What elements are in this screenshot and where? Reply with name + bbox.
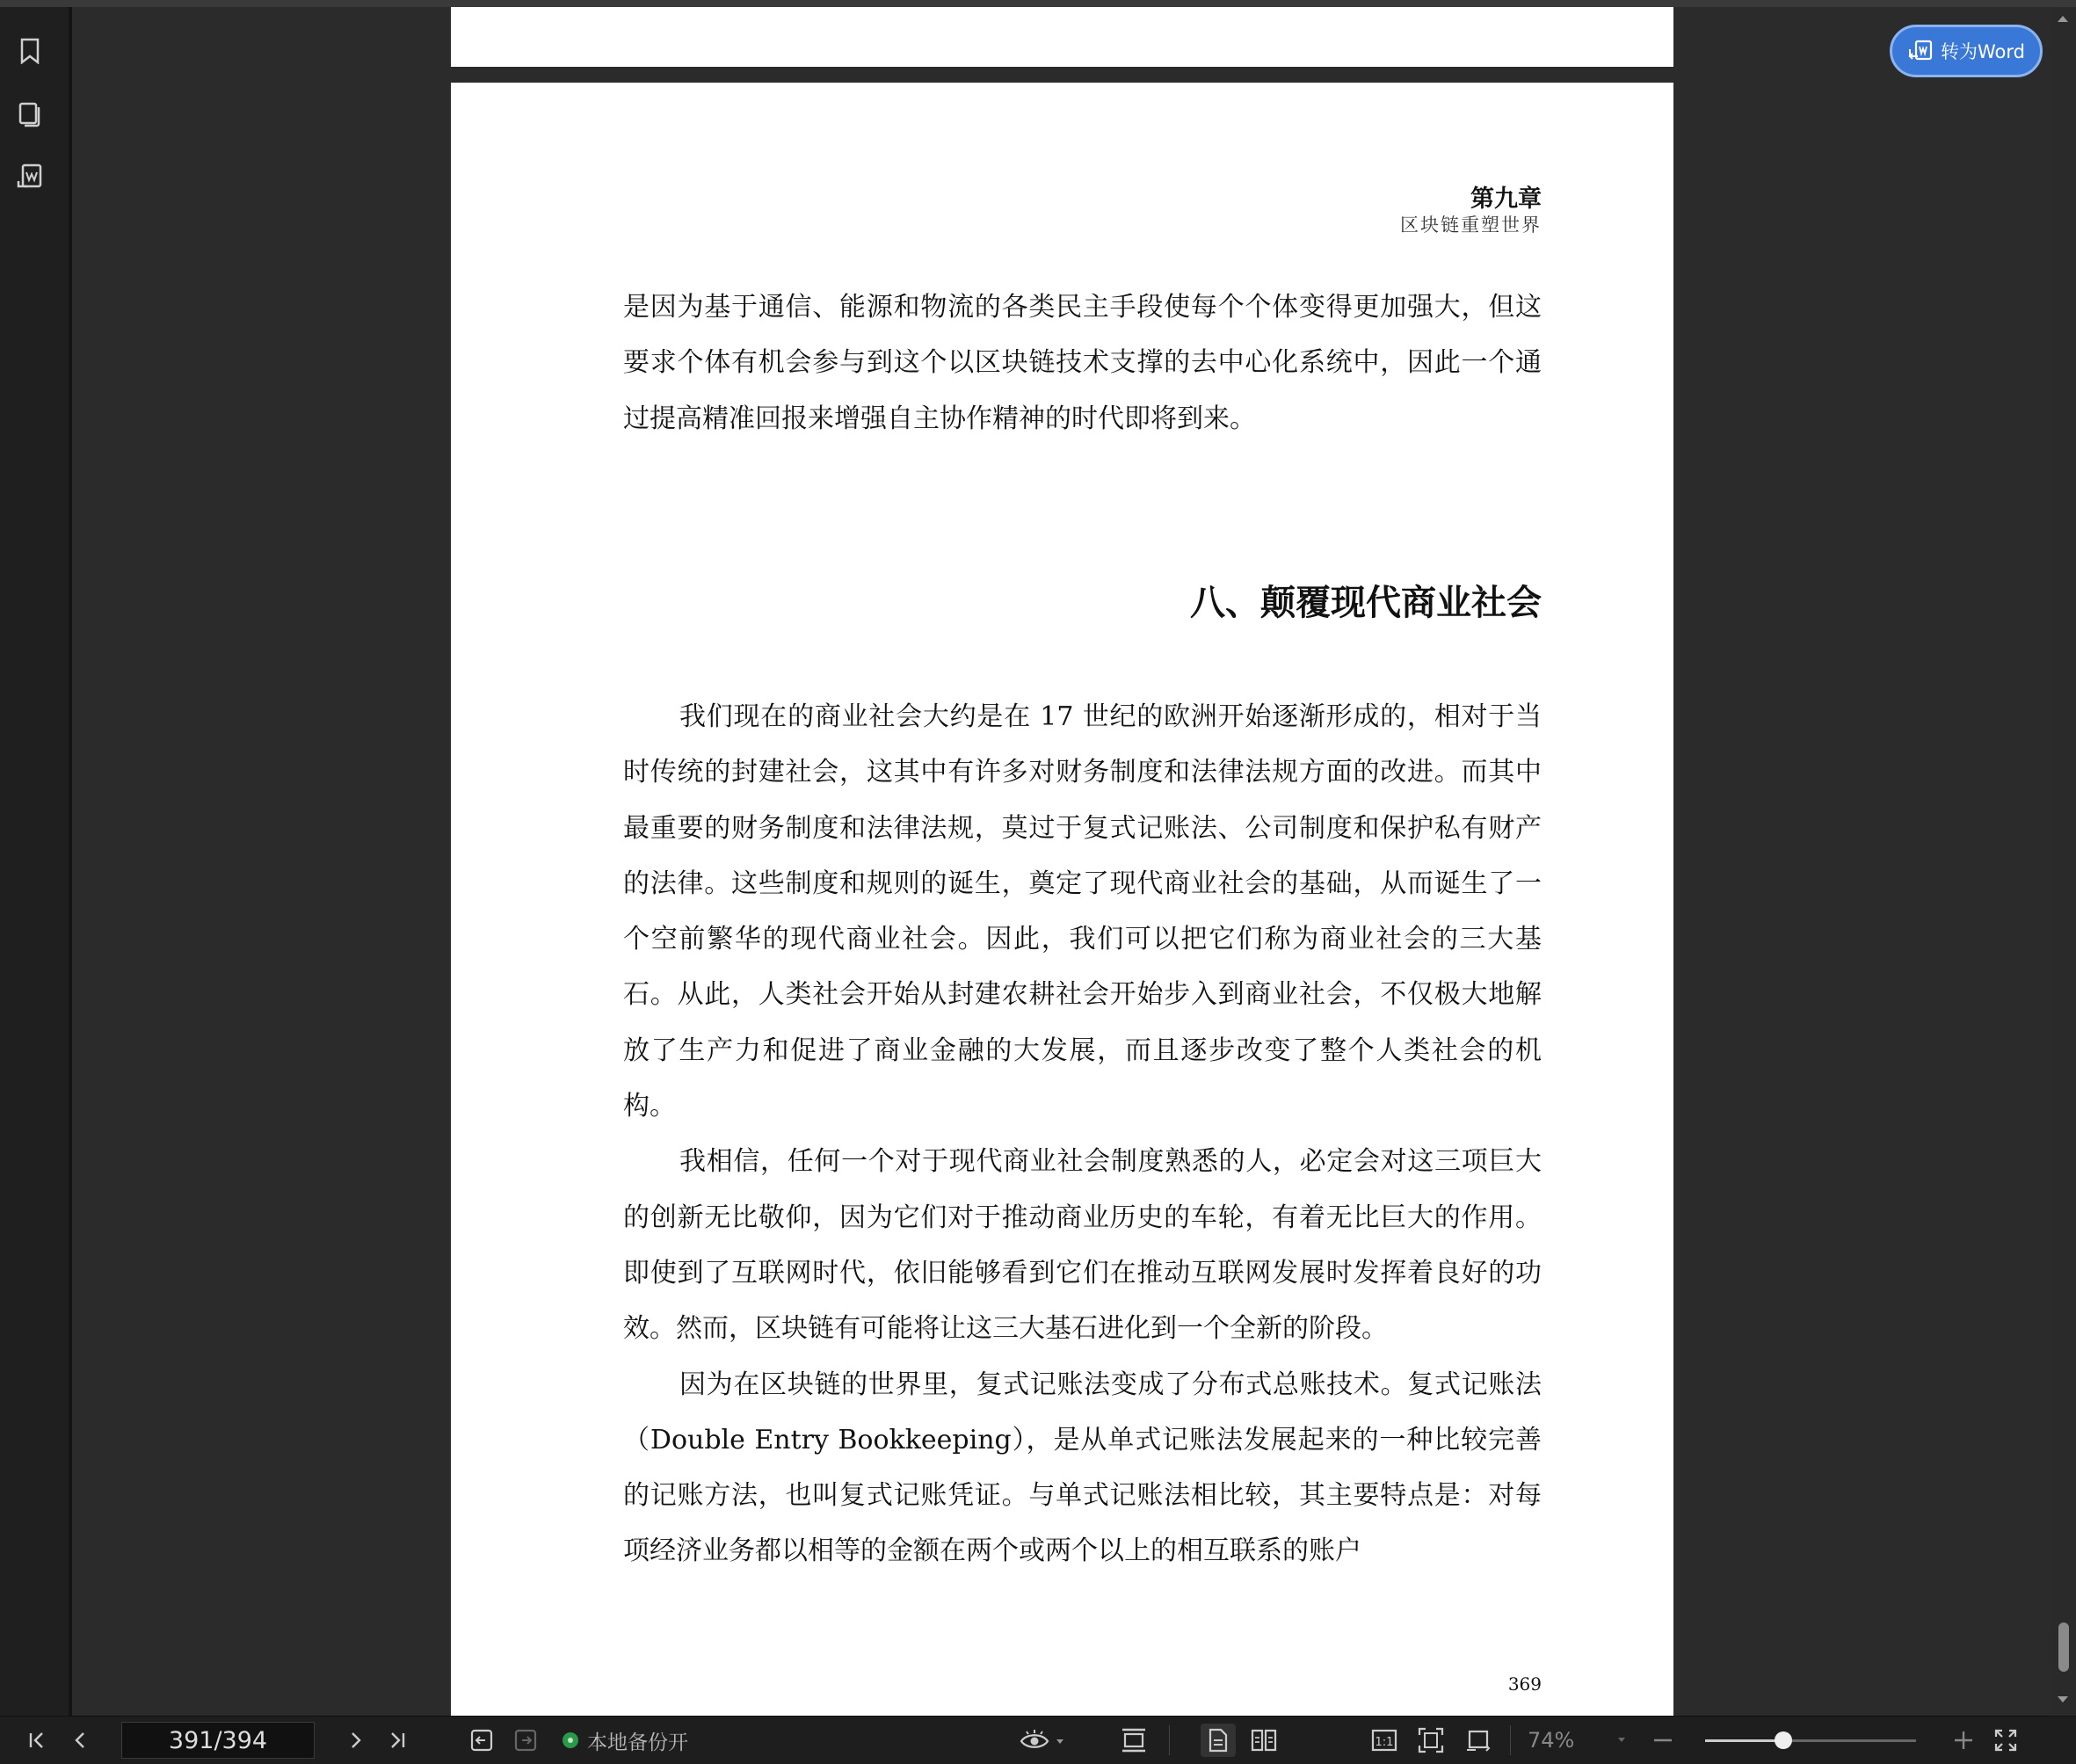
next-page-button[interactable] bbox=[338, 1724, 373, 1757]
toolbar-separator bbox=[1169, 1725, 1170, 1755]
fit-page-button[interactable] bbox=[1413, 1724, 1448, 1757]
page-number-input[interactable]: 391/394 bbox=[121, 1722, 315, 1759]
fit-page-icon bbox=[1418, 1727, 1444, 1753]
next-page-icon bbox=[345, 1730, 366, 1751]
previous-page-tail bbox=[451, 7, 1673, 67]
scrollbar-thumb[interactable] bbox=[2058, 1622, 2069, 1672]
last-page-button[interactable] bbox=[380, 1724, 415, 1757]
zoom-out-button[interactable] bbox=[1645, 1724, 1680, 1757]
scroll-up-arrow-icon[interactable] bbox=[2058, 16, 2068, 22]
zoom-slider[interactable] bbox=[1705, 1739, 1916, 1742]
forward-icon bbox=[513, 1728, 538, 1753]
double-page-icon bbox=[1250, 1727, 1278, 1753]
forward-button[interactable] bbox=[510, 1724, 541, 1757]
zoom-slider-fill bbox=[1705, 1739, 1783, 1742]
eye-protection-button[interactable] bbox=[1016, 1724, 1069, 1757]
paragraph-intro: 是因为基于通信、能源和物流的各类民主手段使每个个体变得更加强大，但这要求个体有机会参与到这个以区块链技术支撑的去中心化系统中，因此一个通过提高精准回报来增强自主协作精神的时代即将到来。 bbox=[623, 292, 1542, 434]
rotate-icon bbox=[1465, 1727, 1492, 1753]
document-page bbox=[451, 83, 1673, 1716]
backup-status-dot-icon bbox=[563, 1732, 578, 1748]
thumbnail-button[interactable] bbox=[12, 97, 47, 132]
fit-width-icon bbox=[1120, 1727, 1148, 1753]
intro-paragraph-block bbox=[623, 279, 1542, 446]
zoom-in-button[interactable] bbox=[1946, 1724, 1981, 1757]
convert-to-word-button[interactable] bbox=[1890, 25, 2043, 77]
single-page-icon bbox=[1207, 1727, 1230, 1753]
chevron-down-icon bbox=[1581, 1731, 1634, 1749]
thumbnail-icon bbox=[18, 101, 42, 127]
bookmark-icon bbox=[18, 38, 41, 64]
fit-width-button[interactable] bbox=[1116, 1724, 1151, 1757]
backup-status-label: 本地备份开 bbox=[587, 1731, 688, 1754]
zoom-out-icon bbox=[1652, 1730, 1673, 1751]
zoom-slider-knob[interactable] bbox=[1775, 1731, 1792, 1749]
fullscreen-button[interactable] bbox=[1988, 1724, 2023, 1757]
double-page-button[interactable] bbox=[1246, 1724, 1281, 1757]
first-page-button[interactable] bbox=[19, 1724, 54, 1757]
back-icon bbox=[469, 1728, 494, 1753]
paragraph-2: 我相信，任何一个对于现代商业社会制度熟悉的人，必定会对这三项巨大的创新无比敬仰，因为它们对于推动商业历史的车轮，有着无比巨大的作用。即使到了互联网时代，依旧能够看到它们在推动互联网发展时发挥着良好的功效。然而，区块链有可能将让这三大基石进化到一个全新的阶段。 bbox=[623, 1146, 1542, 1345]
annotation-icon bbox=[16, 163, 44, 192]
main-text-block bbox=[623, 689, 1542, 1579]
last-page-icon bbox=[387, 1730, 408, 1751]
bottom-toolbar bbox=[0, 1716, 2076, 1764]
window-top-edge bbox=[0, 0, 2076, 7]
annotation-button[interactable] bbox=[12, 160, 47, 195]
zoom-level-value: 74% bbox=[1528, 1728, 1575, 1753]
paragraph-1: 我们现在的商业社会大约是在 17 世纪的欧洲开始逐渐形成的，相对于当时传统的封建社会，这其中有许多对财务制度和法律法规方面的改进。而其中最重要的财务制度和法律法规，莫过于复式记账法、公司制度和保护私有财产的法律。这些制度和规则的诞生，奠定了现代商业社会的基础，从而诞生了一个空前繁华的现代商业社会。因此，我们可以把它们称为商业社会的三大基石。从此，人类社会开始从封建农耕社会开始步入到商业社会，不仅极大地解放了生产力和促进了商业金融的大发展，而且逐步改变了整个人类社会的机构。 bbox=[623, 701, 1542, 1122]
convert-word-icon bbox=[1907, 39, 1934, 63]
prev-page-button[interactable] bbox=[63, 1724, 98, 1757]
prev-page-icon bbox=[70, 1730, 91, 1751]
paragraph-3: 因为在区块链的世界里，复式记账法变成了分布式总账技术。复式记账法（Double Entry Bookkeeping），是从单式记账法发展起来的一种比较完善的记账方法，也叫复式记账凭证。与单式记账法相比较，其主要特点是：对每项经济业务都以相等的金额在两个或两个以上的相互联系的账户 bbox=[623, 1368, 1542, 1567]
vertical-scrollbar[interactable] bbox=[2050, 7, 2076, 1716]
first-page-icon bbox=[26, 1730, 47, 1751]
fullscreen-icon bbox=[1993, 1728, 2018, 1753]
single-page-button[interactable] bbox=[1201, 1724, 1236, 1757]
back-button[interactable] bbox=[466, 1724, 497, 1757]
local-backup-status[interactable] bbox=[563, 1724, 688, 1757]
actual-size-icon bbox=[1371, 1728, 1397, 1753]
svg-text:1:1: 1:1 bbox=[1375, 1736, 1394, 1749]
running-header-chapter: 第九章 bbox=[1470, 185, 1542, 213]
bookmark-button[interactable] bbox=[12, 33, 47, 69]
toolbar-separator bbox=[1510, 1725, 1511, 1755]
document-viewer[interactable] bbox=[72, 7, 2050, 1716]
convert-word-label: 转为Word bbox=[1941, 41, 2025, 62]
page-number: 369 bbox=[1507, 1673, 1542, 1695]
left-sidebar bbox=[0, 7, 72, 1716]
scroll-down-arrow-icon[interactable] bbox=[2058, 1696, 2068, 1702]
section-title: 八、颠覆现代商业社会 bbox=[1190, 583, 1542, 623]
actual-size-button[interactable] bbox=[1367, 1724, 1402, 1757]
rotate-button[interactable] bbox=[1461, 1724, 1496, 1757]
running-header-subtitle: 区块链重塑世界 bbox=[1400, 214, 1542, 236]
zoom-in-icon bbox=[1953, 1730, 1974, 1751]
eye-icon bbox=[1018, 1727, 1067, 1753]
zoom-level-select[interactable] bbox=[1528, 1724, 1634, 1757]
